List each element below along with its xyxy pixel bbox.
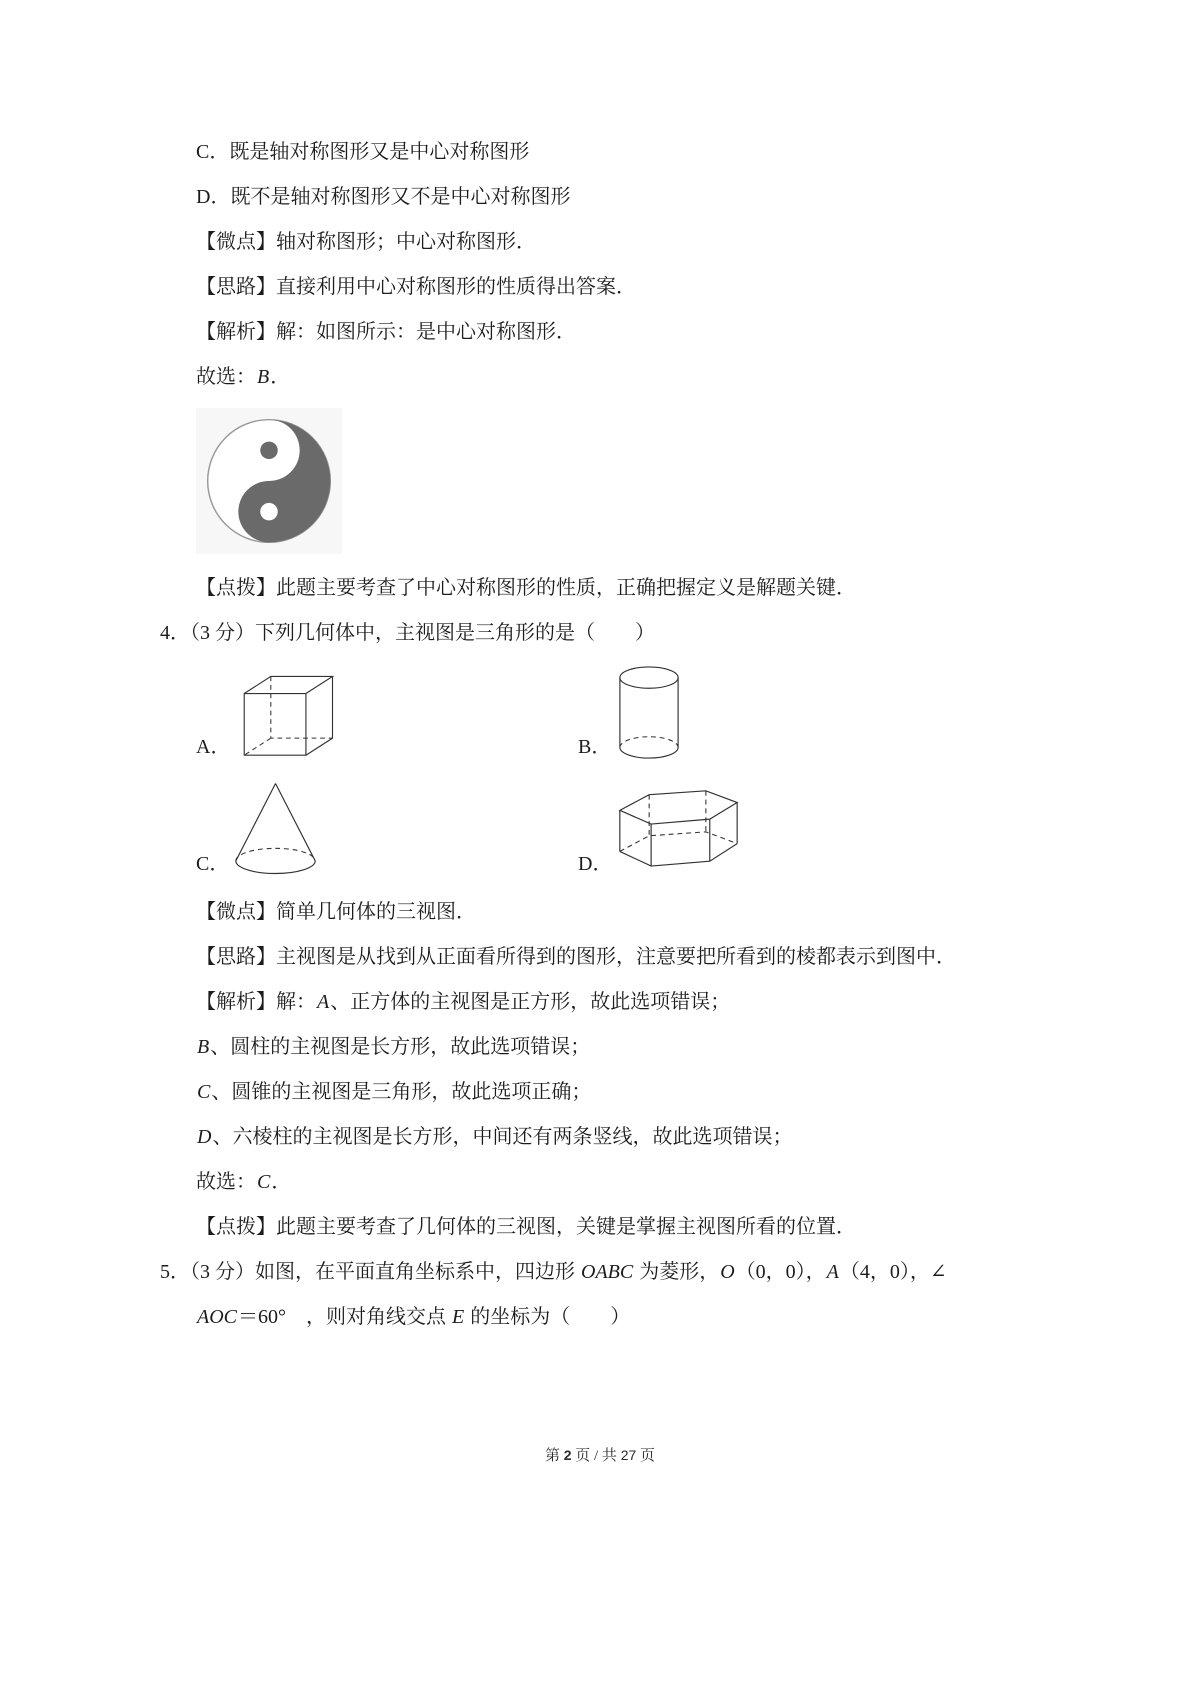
q4-option-b [578,664,1040,761]
footer-page-number: 2 [563,1447,572,1463]
q5-var-e: E [452,1306,465,1328]
footer-total-pages: 27 [620,1447,637,1463]
analysis-prefix: 【解析】解： [196,991,316,1013]
q3-answer-line [196,355,1040,400]
q4-option-d [578,773,1040,878]
q3-option-c-line: C．既是轴对称图形又是中心对称图形 [196,141,530,163]
q5-stem-line1 [160,1250,1040,1295]
q3-option-d-line: D．既不是轴对称图形又不是中心对称图形 [196,186,571,208]
q4-analysis-line-b [196,1025,1040,1070]
q4-key-points-line: 【微点】简单几何体的三视图． [196,901,476,923]
q5-var-a: A [826,1261,839,1283]
q5-var-o: O [720,1261,735,1283]
q4-answer-line [196,1160,1040,1205]
analysis-letter: C [197,1081,211,1103]
analysis-text: 、圆柱的主视图是长方形，故此选项错误； [210,1036,591,1058]
q4-remark-line: 【点拨】此题主要考查了几何体的三视图，关键是掌握主视图所看的位置． [196,1216,856,1238]
analysis-letter: A [317,991,330,1013]
q5-text: 的坐标为（ ） [465,1306,631,1328]
q4-figure-row-2 [196,773,1040,878]
option-a-label: A． [196,736,231,758]
answer-suffix: ． [271,1171,292,1193]
cube-figure [230,664,342,761]
analysis-letter: D [197,1126,212,1148]
q4-option-c [196,773,578,878]
q4-analysis-line-a [196,980,1040,1025]
analysis-text: 、圆锥的主视图是三角形，故此选项正确； [211,1081,592,1103]
answer-letter: B [257,366,270,388]
q5-var-oabc: OABC [581,1261,634,1283]
page-footer [0,1445,1200,1466]
q4-analysis-line-c [196,1070,1040,1115]
cylinder-figure [612,664,686,761]
answer-letter: C [257,1171,271,1193]
q3-approach-line: 【思路】直接利用中心对称图形的性质得出答案． [196,276,636,298]
yin-yang-figure [196,408,342,554]
answer-prefix: 故选： [196,366,256,388]
analysis-letter: B [197,1036,210,1058]
q5-text: 为菱形， [634,1261,720,1283]
q5-var-aoc: AOC [197,1306,237,1328]
q5-text: （4，0），∠ [839,1261,947,1283]
q3-key-points-line: 【微点】轴对称图形；中心对称图形． [196,231,536,253]
option-b-label: B． [578,736,612,758]
q4-figure-grid [196,664,1040,878]
q5-text: ＝60° ，则对角线交点 [238,1306,451,1328]
q4-analysis-line-d [196,1115,1040,1160]
hexagonal-prism-figure [612,773,744,878]
q5-stem-line2 [196,1295,1040,1340]
q4-stem: 4．（3 分）下列几何体中，主视图是三角形的是（ ） [160,622,655,644]
footer-prefix: 第 [544,1448,564,1464]
q4-option-a [196,664,578,761]
footer-middle: 页 / 共 [571,1448,621,1464]
analysis-text: 、正方体的主视图是正方形，故此选项错误； [330,991,731,1013]
option-d-label: D． [578,853,613,875]
cone-figure [230,778,322,878]
q5-text: （0，0）， [735,1261,826,1283]
q4-figure-row-1 [196,664,1040,761]
answer-suffix: ． [270,366,291,388]
q4-approach-line: 【思路】主视图是从找到从正面看所得到的图形，注意要把所看到的棱都表示到图中． [196,946,956,968]
footer-suffix: 页 [636,1448,656,1464]
option-c-label: C． [196,853,230,875]
q3-analysis-line: 【解析】解：如图所示：是中心对称图形． [196,321,576,343]
yin-yang-icon [196,408,342,554]
q3-remark-line: 【点拨】此题主要考查了中心对称图形的性质，正确把握定义是解题关键． [196,577,856,599]
answer-prefix: 故选： [196,1171,256,1193]
analysis-text: 、六棱柱的主视图是长方形，中间还有两条竖线，故此选项错误； [212,1126,793,1148]
q5-text: 5．（3 分）如图，在平面直角坐标系中，四边形 [160,1261,580,1283]
